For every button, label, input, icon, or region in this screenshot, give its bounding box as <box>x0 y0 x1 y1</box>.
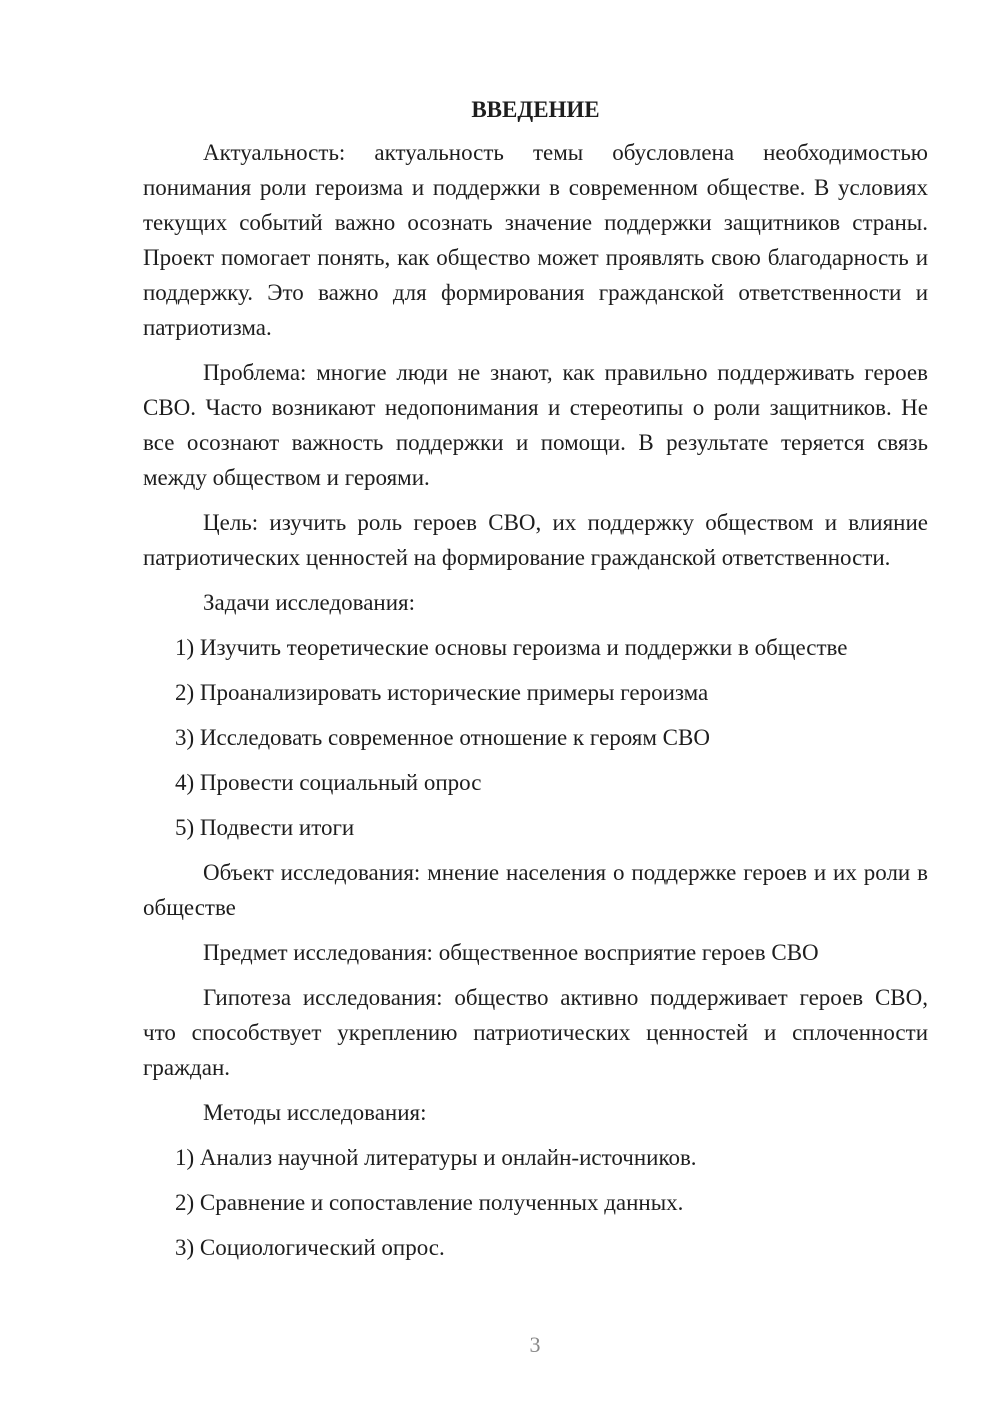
relevance-paragraph: Актуальность: актуальность темы обусловлена необходимостью понимания роли героизма и поддержки в современном обществе. В условиях текущих событий важно осознать значение поддержки защитников страны. Проект помогает понять, как общество может проявлять свою благодарность и поддержку. Это важно для формирования гражданской ответственности и патриотизма. <box>143 140 928 340</box>
method-item: 2) Сравнение и сопоставление полученных данных. <box>175 1190 684 1215</box>
task-item: 2) Проанализировать исторические примеры героизма <box>175 680 709 705</box>
subject-paragraph: Предмет исследования: общественное восприятие героев СВО <box>203 940 819 965</box>
task-item: 1) Изучить теоретические основы героизма и поддержки в обществе <box>175 635 848 660</box>
tasks-title: Задачи исследования: <box>203 590 416 615</box>
method-item: 1) Анализ научной литературы и онлайн-источников. <box>175 1145 697 1170</box>
hypothesis-paragraph: Гипотеза исследования: общество активно поддерживает героев СВО, что способствует укреплению патриотических ценностей и сплоченности граждан. <box>143 985 928 1080</box>
problem-paragraph: Проблема: многие люди не знают, как правильно поддерживать героев СВО. Часто возникают недопонимания и стереотипы о роли защитников. Не все осознают важность поддержки и помощи. В результате теряется связь между обществом и героями. <box>143 360 928 490</box>
task-item: 5) Подвести итоги <box>175 815 355 840</box>
object-paragraph: Объект исследования: мнение населения о поддержке героев и их роли в обществе <box>143 860 928 920</box>
page-content <box>143 95 928 1275</box>
methods-title: Методы исследования: <box>203 1100 427 1125</box>
page-number: 3 <box>529 1332 541 1357</box>
section-heading: ВВЕДЕНИЕ <box>471 97 600 122</box>
task-item: 4) Провести социальный опрос <box>175 770 482 795</box>
method-item: 3) Социологический опрос. <box>175 1235 445 1260</box>
task-item: 3) Исследовать современное отношение к героям СВО <box>175 725 710 750</box>
goal-paragraph: Цель: изучить роль героев СВО, их поддержку обществом и влияние патриотических ценностей на формирование гражданской ответственности. <box>143 510 928 570</box>
